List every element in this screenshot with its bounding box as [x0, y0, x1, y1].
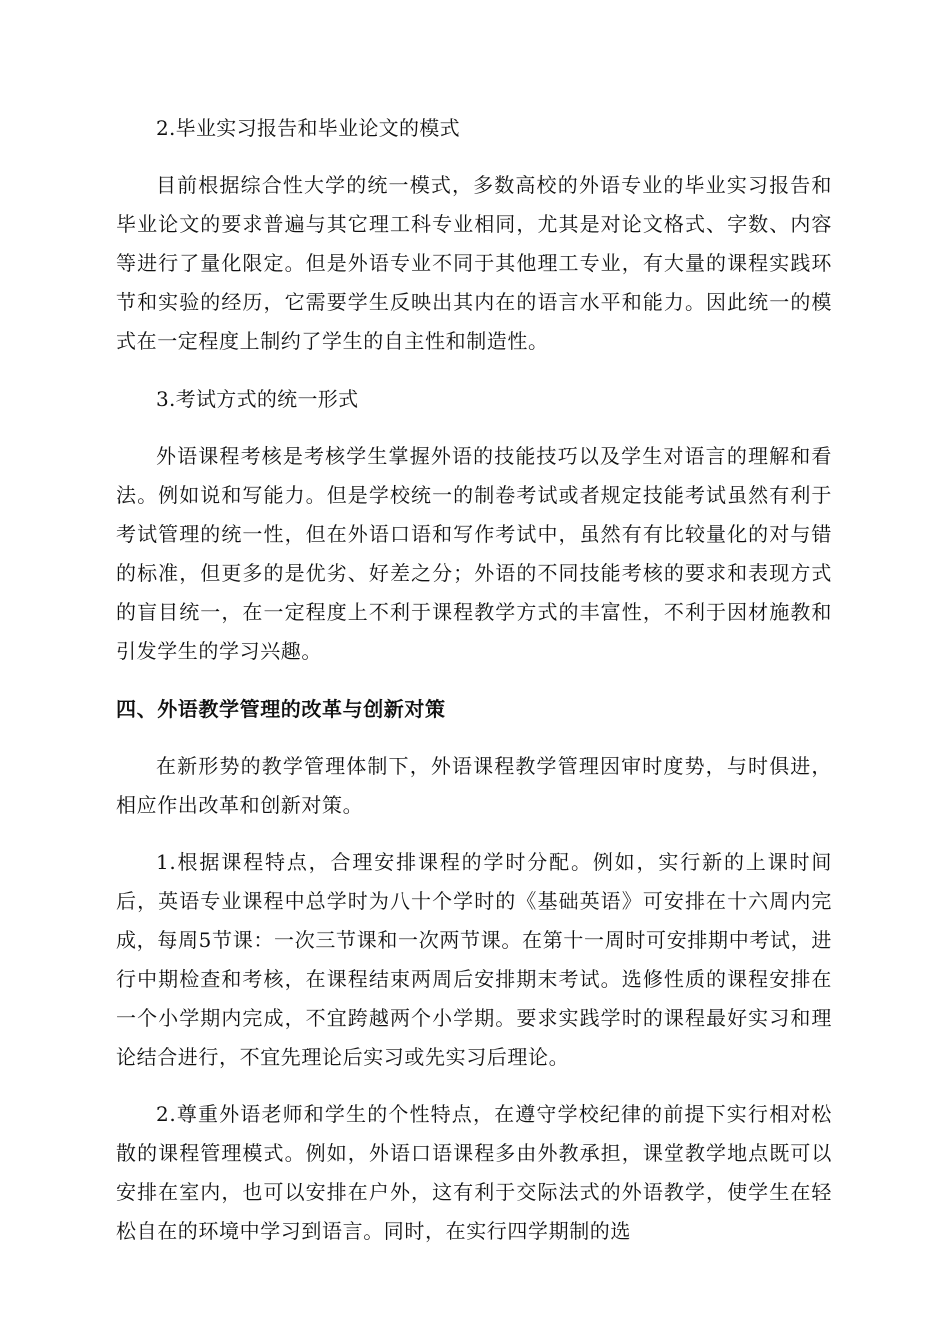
paragraph-course-hours: 1.根据课程特点，合理安排课程的学时分配。例如，实行新的上课时间后，英语专业课程中总学时为八十个学时的《基础英语》可安排在十六周内完成，每周5节课：一次三节课和一次两节课。在第十一周时可安排期中考试，进行中期检查和考核，在课程结束两周后安排期末考试。选修性质的课程安排在一个小学期内完成，不宜跨越两个小学期。要求实践学时的课程最好实习和理论结合进行，不宜先理论后实习或先实习后理论。	[116, 850, 832, 1069]
subheading-graduation-report: 2.毕业实习报告和毕业论文的模式	[156, 116, 460, 140]
subheading-exam-format: 3.考试方式的统一形式	[156, 387, 359, 411]
paragraph-graduation-report: 目前根据综合性大学的统一模式，多数高校的外语专业的毕业实习报告和毕业论文的要求普遍与其它理工科专业相同，尤其是对论文格式、字数、内容等进行了量化限定。但是外语专业不同于其他理工专业，有大量的课程实践环节和实验的经历，它需要学生反映出其内在的语言水平和能力。因此统一的模式在一定程度上制约了学生的自主性和制造性。	[116, 173, 832, 353]
paragraph-exam-format: 外语课程考核是考核学生掌握外语的技能技巧以及学生对语言的理解和看法。例如说和写能力。但是学校统一的制卷考试或者规定技能考试虽然有利于考试管理的统一性，但在外语口语和写作考试中，虽然有有比较量化的对与错的标准，但更多的是优劣、好差之分；外语的不同技能考核的要求和表现方式的盲目统一，在一定程度上不利于课程教学方式的丰富性，不利于因材施教和引发学生的学习兴趣。	[116, 444, 832, 663]
paragraph-flexible-management: 2.尊重外语老师和学生的个性特点，在遵守学校纪律的前提下实行相对松散的课程管理模式。例如，外语口语课程多由外教承担，课堂教学地点既可以安排在室内，也可以安排在户外，这有利于交际法式的外语教学，使学生在轻松自在的环境中学习到语言。同时，在实行四学期制的选	[116, 1102, 832, 1243]
section-heading-reform: 四、外语教学管理的改革与创新对策	[116, 697, 446, 721]
paragraph-reform-intro: 在新形势的教学管理体制下，外语课程教学管理因审时度势，与时俱进，相应作出改革和创新对策。	[116, 754, 832, 817]
document-body	[116, 108, 832, 1269]
